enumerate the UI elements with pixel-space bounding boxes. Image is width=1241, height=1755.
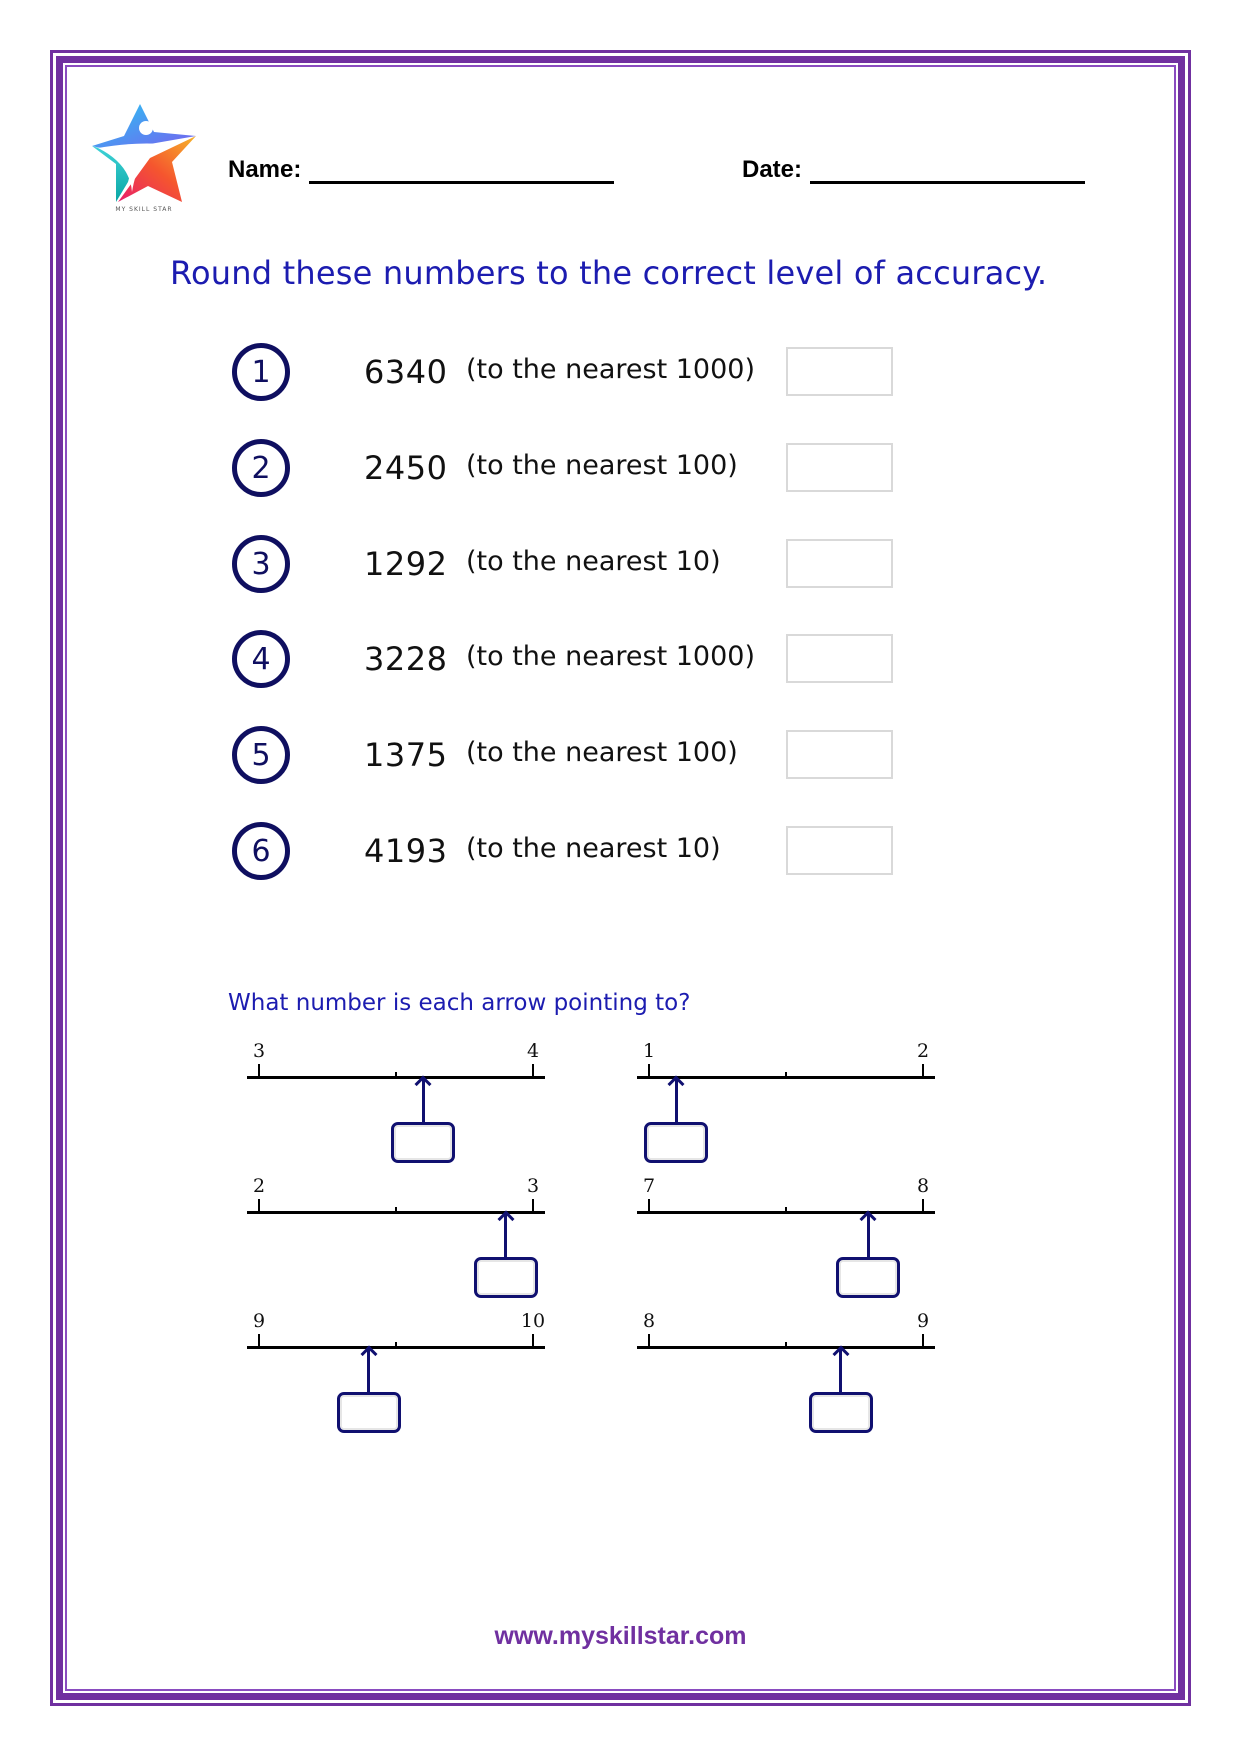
- tick-mid: [785, 1207, 787, 1213]
- question-instruction: (to the nearest 100): [466, 737, 738, 768]
- tick-end: [532, 1334, 534, 1348]
- question-number-badge: 6: [232, 822, 290, 880]
- logo: [88, 102, 200, 217]
- date-input-line[interactable]: [810, 158, 1085, 184]
- tick-end: [532, 1199, 534, 1213]
- number-line: [637, 1171, 937, 1281]
- label-end: 3: [526, 1175, 540, 1197]
- section-number-line-title: What number is each arrow pointing to?: [228, 990, 691, 1016]
- question-value: 4193: [364, 832, 448, 870]
- question-value: 1375: [364, 736, 448, 774]
- footer-website-link[interactable]: www.myskillstar.com: [494, 1622, 747, 1650]
- question-row: [230, 726, 910, 786]
- question-value: 1292: [364, 545, 448, 583]
- label-end: 9: [916, 1310, 930, 1332]
- label-end: 4: [526, 1040, 540, 1062]
- date-field[interactable]: [742, 150, 1085, 184]
- answer-box[interactable]: [786, 347, 893, 396]
- question-value: 2450: [364, 449, 448, 487]
- label-end: 8: [916, 1175, 930, 1197]
- question-instruction: (to the nearest 10): [466, 546, 721, 577]
- tick-start: [648, 1064, 650, 1078]
- number-line: [637, 1306, 937, 1416]
- answer-box[interactable]: [786, 634, 893, 683]
- date-label: Date:: [742, 156, 803, 183]
- question-value: 3228: [364, 640, 448, 678]
- tick-mid: [395, 1072, 397, 1078]
- answer-box[interactable]: [391, 1122, 455, 1163]
- tick-start: [648, 1334, 650, 1348]
- tick-start: [258, 1334, 260, 1348]
- label-start: 2: [252, 1175, 266, 1197]
- name-label: Name:: [228, 156, 302, 183]
- answer-box[interactable]: [337, 1392, 401, 1433]
- answer-box[interactable]: [786, 826, 893, 875]
- tick-end: [922, 1334, 924, 1348]
- question-row: [230, 535, 910, 595]
- label-start: 1: [642, 1040, 656, 1062]
- tick-mid: [395, 1342, 397, 1348]
- tick-start: [258, 1064, 260, 1078]
- star-person-logo-icon: [88, 102, 200, 207]
- number-line: [247, 1306, 547, 1416]
- question-row: [230, 630, 910, 690]
- label-start: 7: [642, 1175, 656, 1197]
- answer-box[interactable]: [474, 1257, 538, 1298]
- question-number-badge: 5: [232, 726, 290, 784]
- tick-mid: [785, 1342, 787, 1348]
- question-number-badge: 2: [232, 439, 290, 497]
- question-row: [230, 439, 910, 499]
- question-instruction: (to the nearest 1000): [466, 641, 755, 672]
- tick-mid: [395, 1207, 397, 1213]
- question-row: [230, 343, 910, 403]
- answer-box[interactable]: [786, 730, 893, 779]
- tick-start: [258, 1199, 260, 1213]
- answer-box[interactable]: [644, 1122, 708, 1163]
- question-number-badge: 1: [232, 343, 290, 401]
- question-number-badge: 4: [232, 630, 290, 688]
- question-instruction: (to the nearest 100): [466, 450, 738, 481]
- question-instruction: (to the nearest 10): [466, 833, 721, 864]
- answer-box[interactable]: [786, 443, 893, 492]
- answer-box[interactable]: [809, 1392, 873, 1433]
- tick-end: [922, 1064, 924, 1078]
- name-field[interactable]: [228, 150, 614, 184]
- label-start: 9: [252, 1310, 266, 1332]
- label-start: 8: [642, 1310, 656, 1332]
- answer-box[interactable]: [786, 539, 893, 588]
- name-input-line[interactable]: [309, 158, 614, 184]
- label-end: 10: [520, 1310, 546, 1332]
- number-line: [247, 1036, 547, 1146]
- question-value: 6340: [364, 353, 448, 391]
- section-rounding-title: Round these numbers to the correct level of accuracy.: [170, 254, 1048, 292]
- logo-caption: MY SKILL STAR: [115, 206, 173, 213]
- tick-end: [532, 1064, 534, 1078]
- number-line: [247, 1171, 547, 1281]
- tick-mid: [785, 1072, 787, 1078]
- question-row: [230, 822, 910, 882]
- question-number-badge: 3: [232, 535, 290, 593]
- label-end: 2: [916, 1040, 930, 1062]
- question-instruction: (to the nearest 1000): [466, 354, 755, 385]
- tick-start: [648, 1199, 650, 1213]
- answer-box[interactable]: [836, 1257, 900, 1298]
- label-start: 3: [252, 1040, 266, 1062]
- number-line: [637, 1036, 937, 1146]
- tick-end: [922, 1199, 924, 1213]
